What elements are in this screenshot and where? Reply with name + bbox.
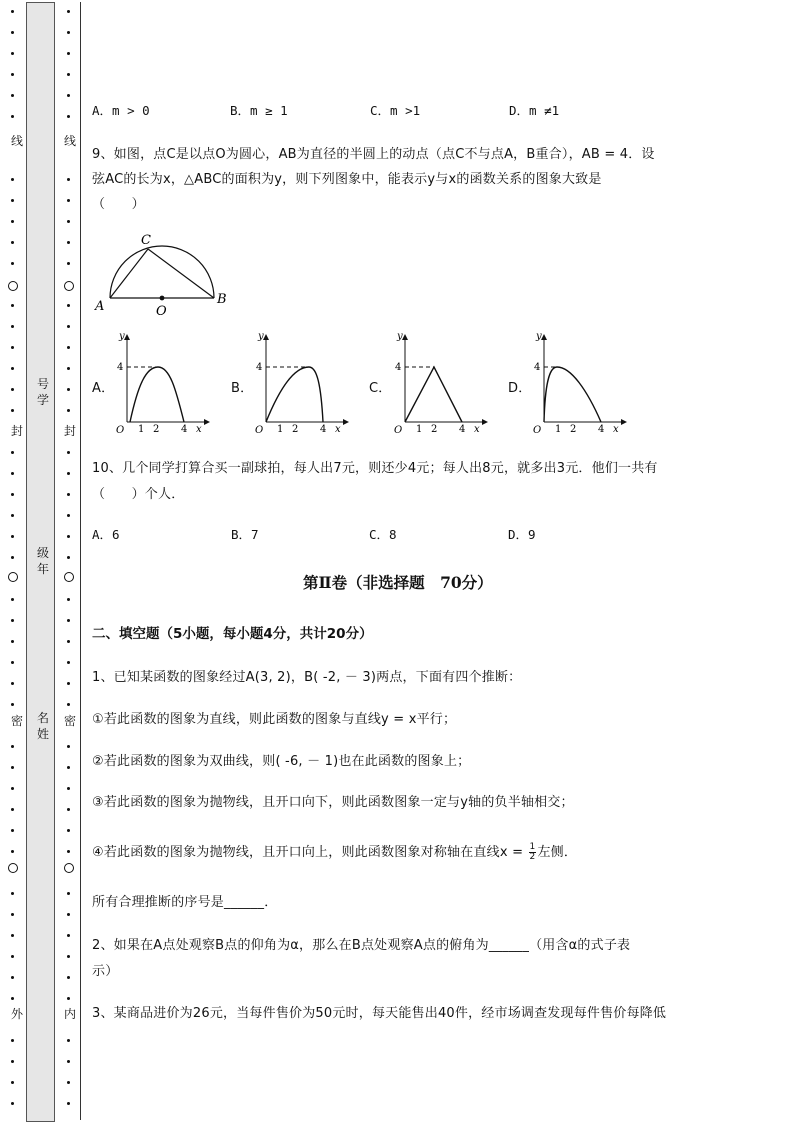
cut-line-circle <box>64 863 74 873</box>
figure-label-o: O <box>156 304 167 319</box>
cut-line-dot <box>11 1060 14 1063</box>
cut-line-dot <box>67 955 70 958</box>
q10-stem-line-2: （ ）个人． <box>92 487 185 502</box>
cut-line-dot <box>11 997 14 1000</box>
svg-text:y: y <box>258 331 264 342</box>
q9-option-a-label: A． <box>92 381 115 396</box>
svg-text:O: O <box>116 425 125 436</box>
q8-choice-b: B．m ≥ 1 <box>230 103 288 118</box>
svg-text:O: O <box>533 425 542 436</box>
svg-text:y: y <box>119 331 125 342</box>
cut-line-dot <box>11 955 14 958</box>
one-half-fraction: $\frac{1}{2}$ <box>529 842 536 862</box>
svg-text:4: 4 <box>256 362 263 373</box>
cut-line-dot <box>67 514 70 517</box>
fq2-stem-line-1: 2、如果在A点处观察B点的仰角为α，那么在B点处观察A点的俯角为______（用含α的式子表 <box>92 938 631 953</box>
cut-line-dot <box>11 1081 14 1084</box>
cut-line-dot <box>67 325 70 328</box>
graph-option-a <box>112 330 212 440</box>
cut-line-dot <box>11 514 14 517</box>
fq1-inference-4 <box>92 841 577 862</box>
cut-line-dot <box>67 808 70 811</box>
cut-line-dot <box>11 220 14 223</box>
cut-line-dot <box>67 409 70 412</box>
cut-line-dot <box>67 661 70 664</box>
cut-line-dot <box>11 388 14 391</box>
cut-line-dot <box>11 94 14 97</box>
svg-text:4: 4 <box>534 362 541 373</box>
cut-line-circle <box>8 572 18 582</box>
grade-label: 级年 <box>36 546 49 576</box>
q9-stem-line-1: 9、如图，点C是以点O为圆心，AB为直径的半圆上的动点（点C不与点A，B重合），AB = 4．设 <box>92 147 655 162</box>
cut-line-dot <box>67 94 70 97</box>
cut-line-dot <box>11 409 14 412</box>
cut-line-dot <box>67 766 70 769</box>
cut-line-dot <box>67 241 70 244</box>
cut-line-dot <box>11 199 14 202</box>
cut-line-dot <box>11 703 14 706</box>
cut-line-circle <box>64 572 74 582</box>
cut-line-dot <box>11 52 14 55</box>
svg-text:2: 2 <box>431 424 438 435</box>
cut-line-dot <box>67 451 70 454</box>
margin-border-line <box>80 2 81 1120</box>
cut-line-dot <box>67 787 70 790</box>
graph-option-b <box>251 330 351 440</box>
q10-choice-b: B．7 <box>231 527 259 542</box>
cut-line-dot <box>11 850 14 853</box>
svg-text:1: 1 <box>277 424 284 435</box>
cut-line-dot <box>11 556 14 559</box>
svg-text:x: x <box>335 424 341 435</box>
fq3-stem-line-1: 3、某商品进价为26元，当每件售价为50元时，每天能售出40件，经市场调查发现每件售价每降低 <box>92 1006 667 1021</box>
cut-line-dot <box>67 745 70 748</box>
svg-text:4: 4 <box>181 424 188 435</box>
cut-line-dot <box>67 346 70 349</box>
cut-line-circle <box>64 281 74 291</box>
svg-text:y: y <box>397 331 403 342</box>
svg-text:1: 1 <box>138 424 145 435</box>
cut-line-dot <box>67 367 70 370</box>
cut-line-dot <box>11 325 14 328</box>
cut-line-dot <box>67 535 70 538</box>
cut-line-dot <box>67 262 70 265</box>
cut-line-dot <box>67 73 70 76</box>
cut-line-dot <box>11 829 14 832</box>
outer-margin-char-xian: 线 <box>10 134 23 148</box>
fq1-answer-prompt: 所有合理推断的序号是______． <box>92 895 278 910</box>
q9-option-c-label: C． <box>369 381 392 396</box>
cut-line-dot <box>67 556 70 559</box>
cut-line-dot <box>67 52 70 55</box>
svg-text:O: O <box>255 425 264 436</box>
graph-option-c <box>390 330 490 440</box>
svg-text:O: O <box>394 425 403 436</box>
cut-line-dot <box>67 892 70 895</box>
svg-text:4: 4 <box>395 362 402 373</box>
q10-stem-line-1: 10、几个同学打算合买一副球拍，每人出7元，则还少4元；每人出8元，就多出3元．他们一共有 <box>92 461 658 476</box>
cut-line-dot <box>11 598 14 601</box>
fq2-stem-line-2: 示） <box>92 964 119 979</box>
svg-text:x: x <box>613 424 619 435</box>
fq1-inference-3: ③若此函数的图象为抛物线，且开口向下，则此函数图象一定与y轴的负半轴相交； <box>92 795 574 810</box>
svg-text:4: 4 <box>320 424 327 435</box>
cut-line-dot <box>11 472 14 475</box>
inner-margin-char-xian: 线 <box>63 134 76 148</box>
cut-line-dot <box>67 829 70 832</box>
part-2-title: 第Ⅱ卷（非选择题 70分） <box>303 573 493 592</box>
q8-choice-d: D．m ≠1 <box>509 103 560 118</box>
q9-option-b-label: B． <box>231 381 254 396</box>
cut-line-dot <box>11 493 14 496</box>
cut-line-dot <box>67 703 70 706</box>
svg-text:2: 2 <box>292 424 299 435</box>
cut-line-dot <box>11 682 14 685</box>
inner-dotted-cut-line <box>62 0 76 1123</box>
cut-line-dot <box>11 1039 14 1042</box>
cut-line-dot <box>67 472 70 475</box>
svg-text:4: 4 <box>459 424 466 435</box>
cut-line-dot <box>67 1081 70 1084</box>
cut-line-dot <box>67 934 70 937</box>
cut-line-dot <box>67 1102 70 1105</box>
svg-text:4: 4 <box>117 362 124 373</box>
cut-line-dot <box>67 1060 70 1063</box>
cut-line-dot <box>11 745 14 748</box>
svg-text:2: 2 <box>153 424 160 435</box>
cut-line-dot <box>67 913 70 916</box>
cut-line-dot <box>67 619 70 622</box>
semicircle-figure <box>90 228 240 320</box>
cut-line-dot <box>11 178 14 181</box>
cut-line-dot <box>67 10 70 13</box>
cut-line-dot <box>11 640 14 643</box>
cut-line-dot <box>67 388 70 391</box>
svg-text:x: x <box>474 424 480 435</box>
cut-line-dot <box>67 31 70 34</box>
cut-line-dot <box>11 1102 14 1105</box>
cut-line-dot <box>11 367 14 370</box>
cut-line-dot <box>67 115 70 118</box>
fq1-inference-2: ②若此函数的图象为双曲线，则( -6, － 1)也在此函数的图象上； <box>92 754 471 769</box>
q8-choice-a: A．m > 0 <box>92 103 150 118</box>
outer-dotted-cut-line <box>6 0 20 1123</box>
cut-line-dot <box>11 892 14 895</box>
q9-option-d-label: D． <box>508 381 532 396</box>
cut-line-dot <box>67 493 70 496</box>
cut-line-dot <box>67 997 70 1000</box>
cut-line-dot <box>11 787 14 790</box>
cut-line-dot <box>67 682 70 685</box>
inner-margin-char-nei: 内 <box>63 1007 76 1021</box>
cut-line-dot <box>67 178 70 181</box>
cut-line-dot <box>11 73 14 76</box>
cut-line-dot <box>67 304 70 307</box>
fq1-inference-1: ①若此函数的图象为直线，则此函数的图象与直线y = x平行； <box>92 712 457 727</box>
cut-line-dot <box>11 31 14 34</box>
svg-text:2: 2 <box>570 424 577 435</box>
cut-line-dot <box>67 199 70 202</box>
q9-answer-bracket: （ ） <box>92 197 145 212</box>
fq1-inference-4-tail: 左侧． <box>537 845 578 860</box>
outer-margin-char-feng: 封 <box>10 424 23 438</box>
q8-choice-c: C．m >1 <box>370 103 421 118</box>
figure-label-a: A <box>95 299 105 314</box>
cut-line-dot <box>11 346 14 349</box>
cut-line-dot <box>11 976 14 979</box>
svg-text:1: 1 <box>416 424 423 435</box>
student-number-label: 号学 <box>36 377 49 407</box>
cut-line-dot <box>11 10 14 13</box>
name-label: 名姓 <box>36 711 49 741</box>
svg-text:4: 4 <box>598 424 605 435</box>
cut-line-dot <box>67 976 70 979</box>
svg-text:1: 1 <box>555 424 562 435</box>
svg-text:x: x <box>196 424 202 435</box>
cut-line-dot <box>11 451 14 454</box>
cut-line-circle <box>8 863 18 873</box>
cut-line-dot <box>67 1039 70 1042</box>
inner-margin-char-mi: 密 <box>63 714 76 728</box>
cut-line-dot <box>11 304 14 307</box>
q10-choice-c: C．8 <box>369 527 397 542</box>
cut-line-dot <box>11 913 14 916</box>
outer-margin-char-mi: 密 <box>10 714 23 728</box>
cut-line-dot <box>67 598 70 601</box>
q10-choice-a: A．6 <box>92 527 120 542</box>
outer-margin-char-wai: 外 <box>10 1007 23 1021</box>
cut-line-dot <box>11 934 14 937</box>
svg-text:y: y <box>536 331 542 342</box>
cut-line-dot <box>67 640 70 643</box>
cut-line-circle <box>8 281 18 291</box>
cut-line-dot <box>67 850 70 853</box>
figure-label-b: B <box>217 292 227 307</box>
fill-blank-section-heading: 二、填空题（5小题，每小题4分，共计20分） <box>92 626 373 642</box>
figure-label-c: C <box>141 233 151 248</box>
q9-stem-line-2: 弦AC的长为x，△ABC的面积为y，则下列图象中，能表示y与x的函数关系的图象大致是 <box>92 172 602 187</box>
cut-line-dot <box>11 808 14 811</box>
fq1-inference-4-text: ④若此函数的图象为抛物线，且开口向上，则此函数图象对称轴在直线x = <box>92 845 528 860</box>
graph-option-d <box>529 330 629 440</box>
cut-line-dot <box>11 661 14 664</box>
cut-line-dot <box>11 619 14 622</box>
cut-line-dot <box>67 220 70 223</box>
fq1-stem: 1、已知某函数的图象经过A(3, 2)，B( -2, － 3)两点，下面有四个推断： <box>92 670 522 685</box>
inner-margin-char-feng: 封 <box>63 424 76 438</box>
q10-choice-d: D．9 <box>508 527 536 542</box>
cut-line-dot <box>11 535 14 538</box>
cut-line-dot <box>11 115 14 118</box>
cut-line-dot <box>11 262 14 265</box>
cut-line-dot <box>11 241 14 244</box>
cut-line-dot <box>11 766 14 769</box>
